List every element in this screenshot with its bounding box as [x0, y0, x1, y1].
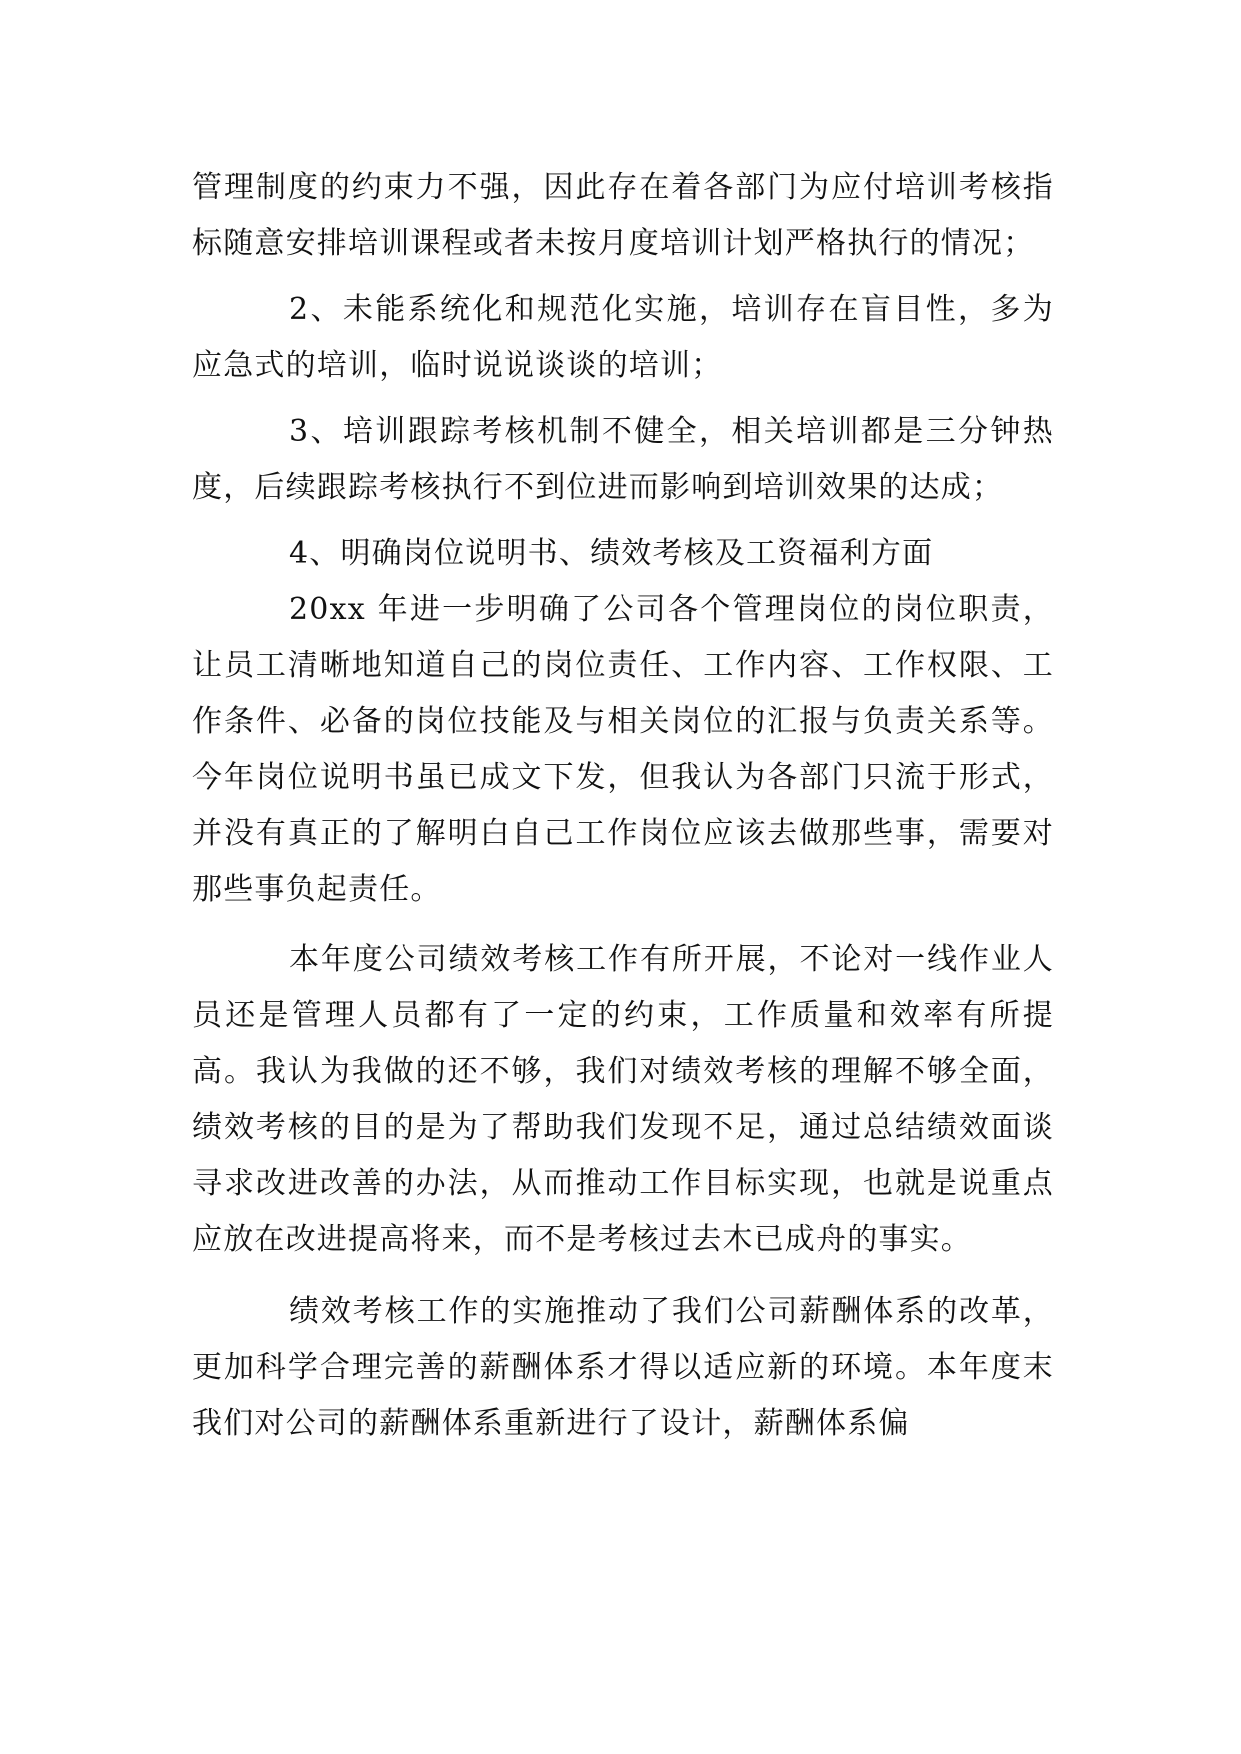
paragraph-item-2: 2、未能系统化和规范化实施，培训存在盲目性，多为应急式的培训，临时说说谈谈的培训；: [192, 292, 1054, 383]
paragraph-item-4: 4、明确岗位说明书、绩效考核及工资福利方面: [289, 536, 934, 571]
paragraph-continuation: 管理制度的约束力不强，因此存在着各部门为应付培训考核指标随意安排培训课程或者未按月度培训计划严格执行的情况；: [192, 170, 1054, 261]
paragraph-item-3: 3、培训跟踪考核机制不健全，相关培训都是三分钟热度，后续跟踪考核执行不到位进而影响到培训效果的达成；: [192, 414, 1054, 505]
document-body: [192, 160, 1054, 1452]
paragraph-compensation-reform: 绩效考核工作的实施推动了我们公司薪酬体系的改革，更加科学合理完善的薪酬体系才得以适应新的环境。本年度末我们对公司的薪酬体系重新进行了设计，薪酬体系偏: [192, 1294, 1054, 1441]
paragraph-performance-review: 本年度公司绩效考核工作有所开展，不论对一线作业人员还是管理人员都有了一定的约束，工作质量和效率有所提高。我认为我做的还不够，我们对绩效考核的理解不够全面，绩效考核的目的是为了帮助我们发现不足，通过总结绩效面谈寻求改进改善的办法，从而推动工作目标实现，也就是说重点应放在改进提高将来，而不是考核过去木已成舟的事实。: [192, 942, 1054, 1257]
paragraph-job-descriptions: 20xx 年进一步明确了公司各个管理岗位的岗位职责，让员工清晰地知道自己的岗位责任、工作内容、工作权限、工作条件、必备的岗位技能及与相关岗位的汇报与负责关系等。今年岗位说明书虽已成文下发，但我认为各部门只流于形式，并没有真正的了解明白自己工作岗位应该去做那些事，需要对那些事负起责任。: [192, 592, 1054, 907]
